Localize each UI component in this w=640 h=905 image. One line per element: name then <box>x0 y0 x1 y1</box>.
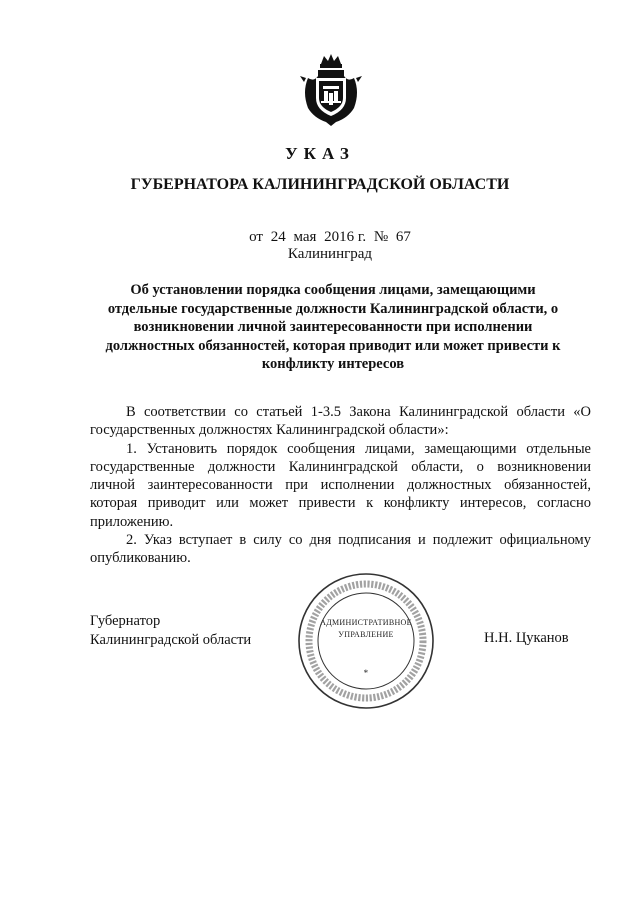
document-type-title: УКАЗ <box>285 144 355 163</box>
stamp-line-2: УПРАВЛЕНИЕ <box>338 630 394 639</box>
coat-of-arms-emblem <box>300 52 362 128</box>
document-number: 67 <box>395 229 411 245</box>
number-sign: № <box>373 229 389 245</box>
date-number-line <box>0 229 640 246</box>
document-heading: Об установлении порядка сообщения лицами, замещающими отдельные государственные должности Калининградской области, о возникновении личной заинтересованности при исполнении должностных обязанностей, которая приводит или может привести к конфликту интересов <box>105 282 561 373</box>
stamp-star: * <box>363 668 369 678</box>
signatory-name: Н.Н. Цуканов <box>484 630 569 646</box>
date-prefix: от <box>249 229 263 245</box>
date-month: мая <box>293 229 317 245</box>
stamp-line-1: АДМИНИСТРАТИВНОЕ <box>320 618 412 627</box>
issuer-title: ГУБЕРНАТОРА КАЛИНИНГРАДСКОЙ ОБЛАСТИ <box>130 176 510 193</box>
signatory-position <box>90 612 251 649</box>
date-year: 2016 г. <box>324 229 367 245</box>
body-paragraph-item-2: 2. Указ вступает в силу со дня подписания и подлежит официальному опубликованию. <box>90 532 591 567</box>
signatory-position-line-1: Губернатор <box>90 613 161 629</box>
city-name: Калининград <box>287 246 373 262</box>
signatory-position-line-2: Калининградской области <box>90 631 252 648</box>
body-paragraph-item-1: 1. Установить порядок сообщения лицами, замещающими отдельные государственные должности Калининградской области, о возникновении личной заинтересованности при исполнении должностных обязанностей, которая приводит или может привести к конфликту интересов, согласно приложению. <box>90 440 591 530</box>
document-body <box>90 403 591 568</box>
stamp-inner-text <box>296 617 436 679</box>
body-paragraph-preamble: В соответствии со статьей 1-3.5 Закона Калининградской области «О государственных должностях Калининградской области»: <box>90 404 591 439</box>
date-day: 24 <box>270 229 286 245</box>
